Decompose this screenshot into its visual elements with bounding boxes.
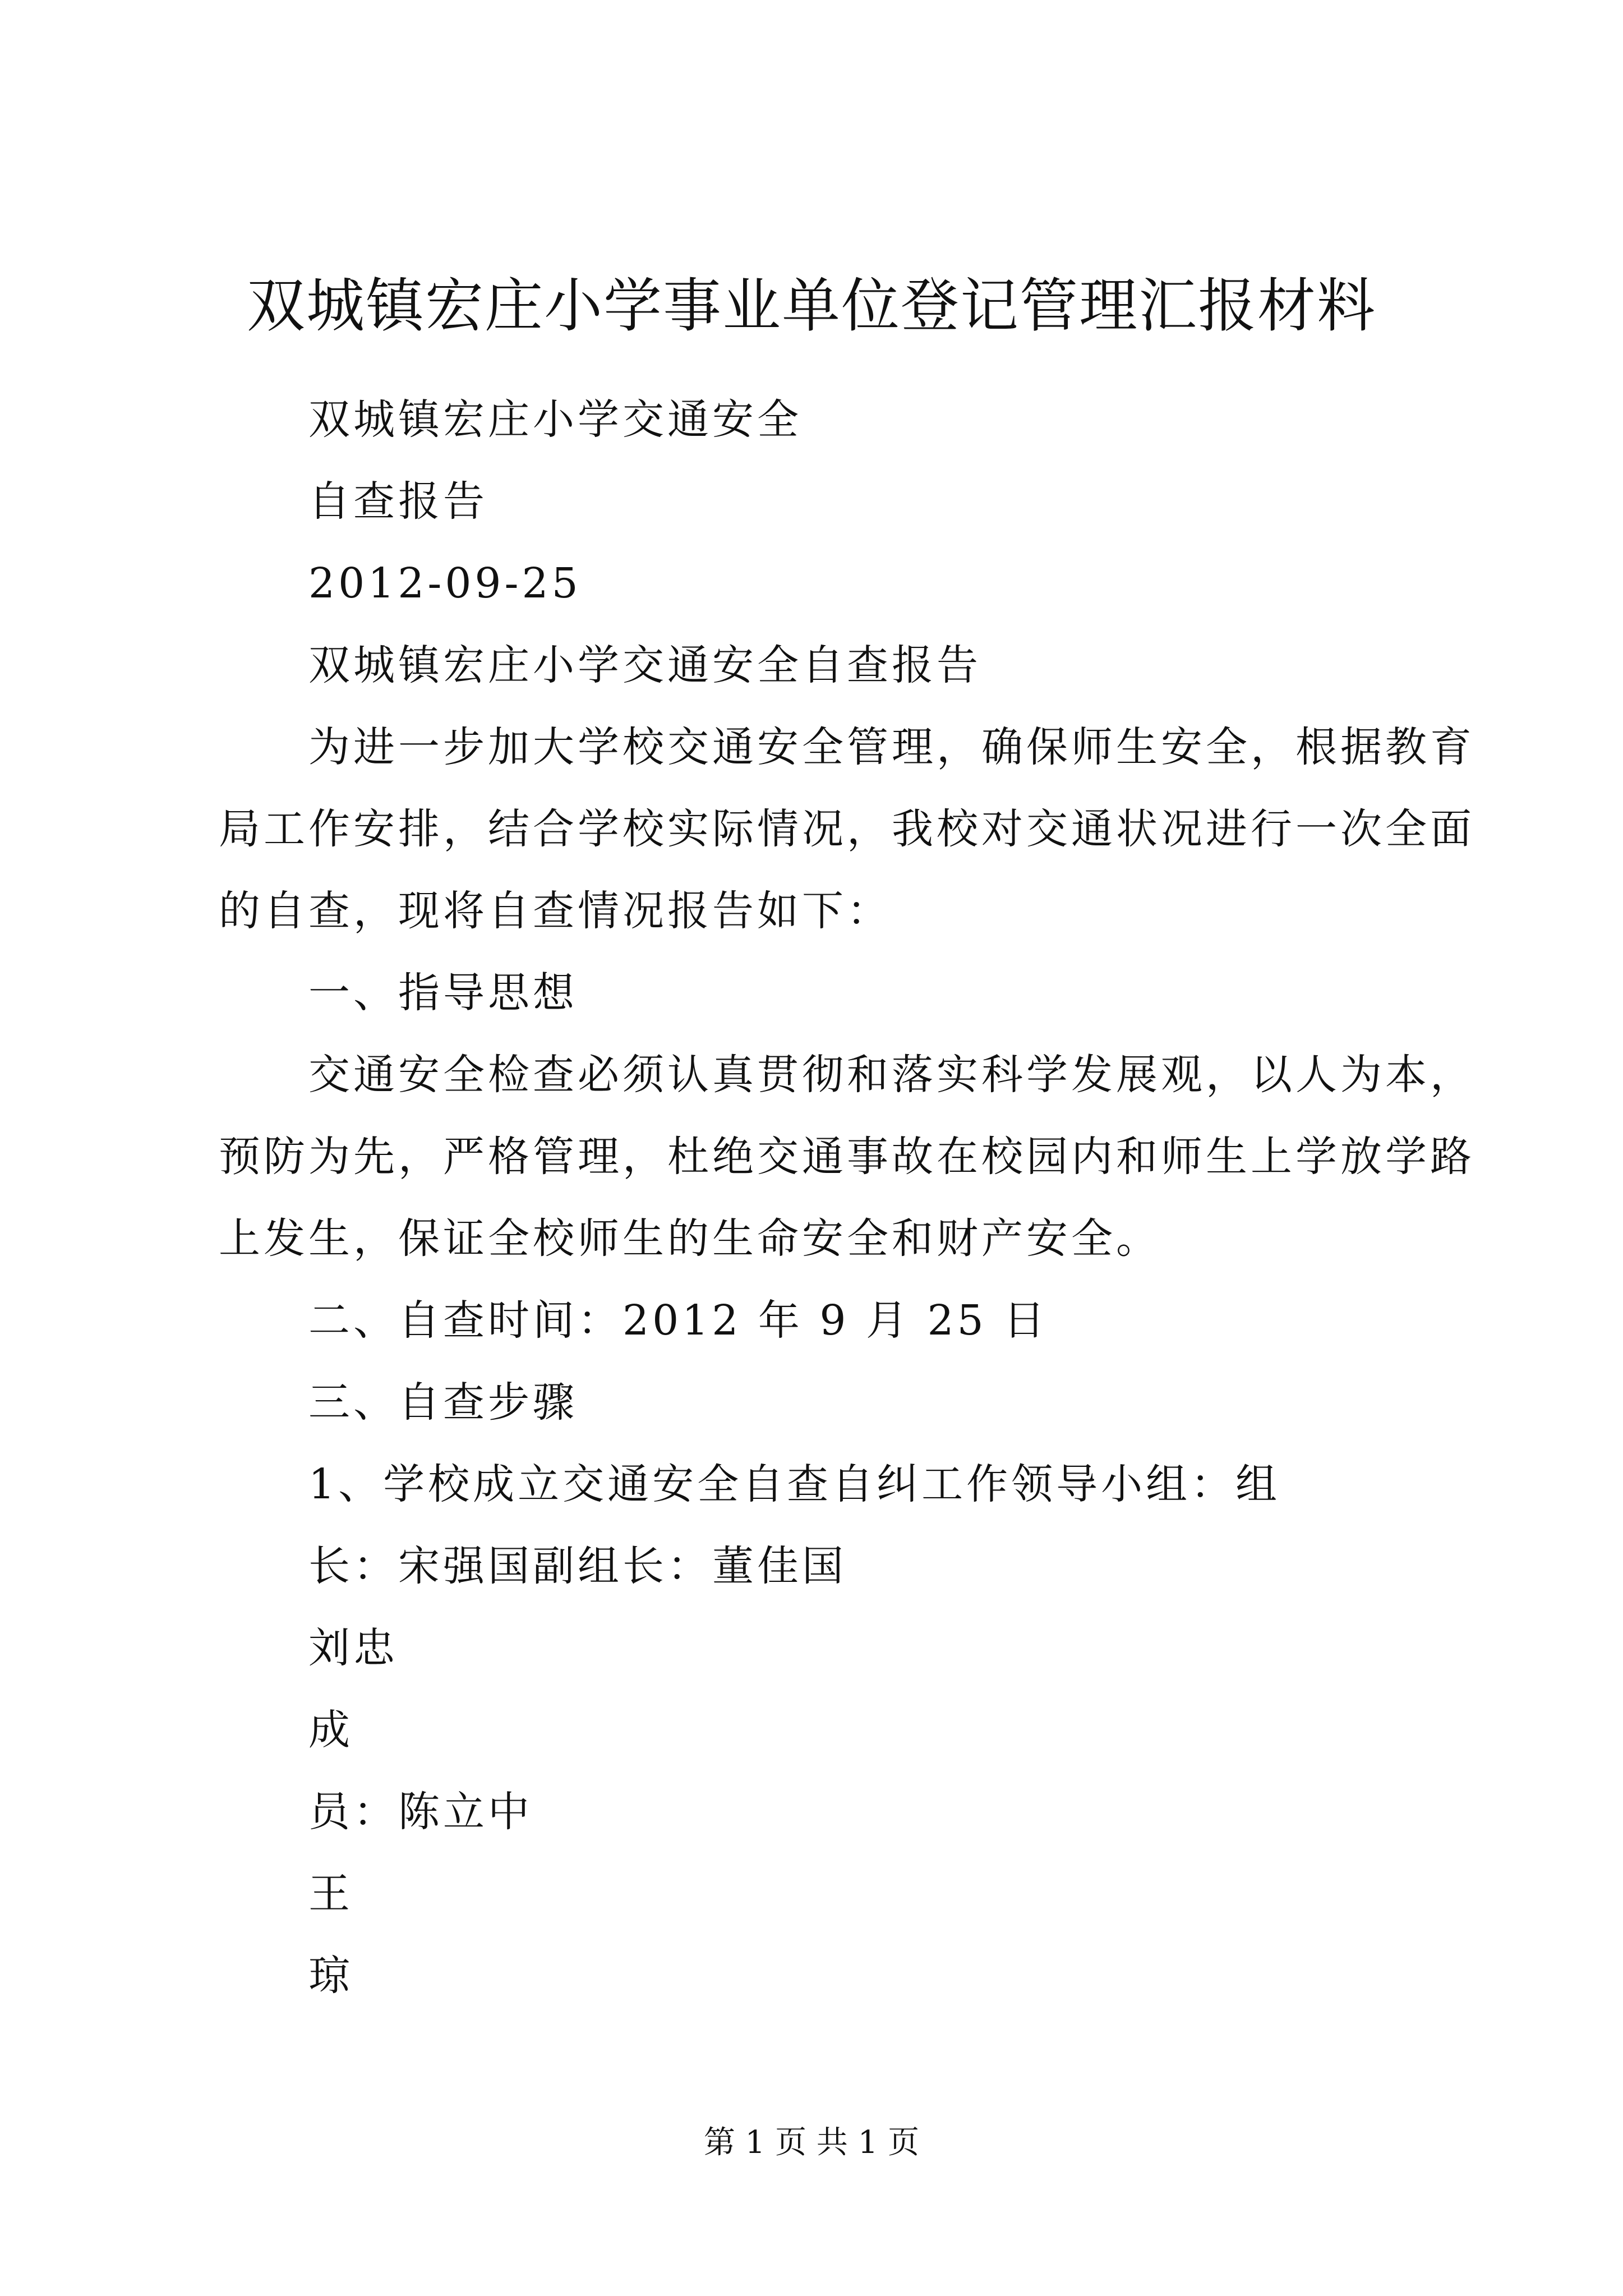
body-line-11: 上发生，保证全校师生的生命安全和财产安全。 (219, 1214, 1161, 1263)
body-line-1: 双城镇宏庄小学交通安全 (308, 395, 802, 444)
body-line-20: 琼 (308, 1952, 353, 2000)
document-body (219, 379, 1475, 2017)
body-line-8: 一、指导思想 (308, 969, 578, 1017)
body-line-15: 长：宋强国副组长：董佳国 (308, 1542, 847, 1590)
body-line-10: 预防为先，严格管理，杜绝交通事故在校园内和师生上学放学路 (219, 1133, 1475, 1181)
body-line-12: 二、自查时间：2012 年 9 月 25 日 (308, 1296, 1049, 1345)
document-title: 双城镇宏庄小学事业单位登记管理汇报材料 (246, 272, 1376, 340)
body-line-6: 局工作安排，结合学校实际情况，我校对交通状况进行一次全面 (219, 805, 1475, 853)
body-line-13: 三、自查步骤 (308, 1378, 578, 1427)
page-footer: 第 1 页 共 1 页 (703, 2124, 920, 2161)
body-line-7: 的自查，现将自查情况报告如下： (219, 887, 892, 935)
body-line-4: 双城镇宏庄小学交通安全自查报告 (308, 641, 981, 689)
body-line-5: 为进一步加大学校交通安全管理，确保师生安全，根据教育 (308, 723, 1475, 771)
body-line-2: 自查报告 (308, 477, 488, 526)
body-line-14: 1、学校成立交通安全自查自纠工作领导小组：组 (308, 1460, 1281, 1508)
body-line-3: 2012-09-25 (308, 559, 582, 608)
body-line-16: 刘忠 (308, 1624, 398, 1672)
body-line-18: 员：陈立中 (308, 1788, 533, 1836)
body-line-9: 交通安全检查必须认真贯彻和落实科学发展观，以人为本， (308, 1051, 1475, 1099)
body-line-19: 王 (308, 1870, 353, 1918)
body-line-17: 成 (308, 1706, 353, 1754)
